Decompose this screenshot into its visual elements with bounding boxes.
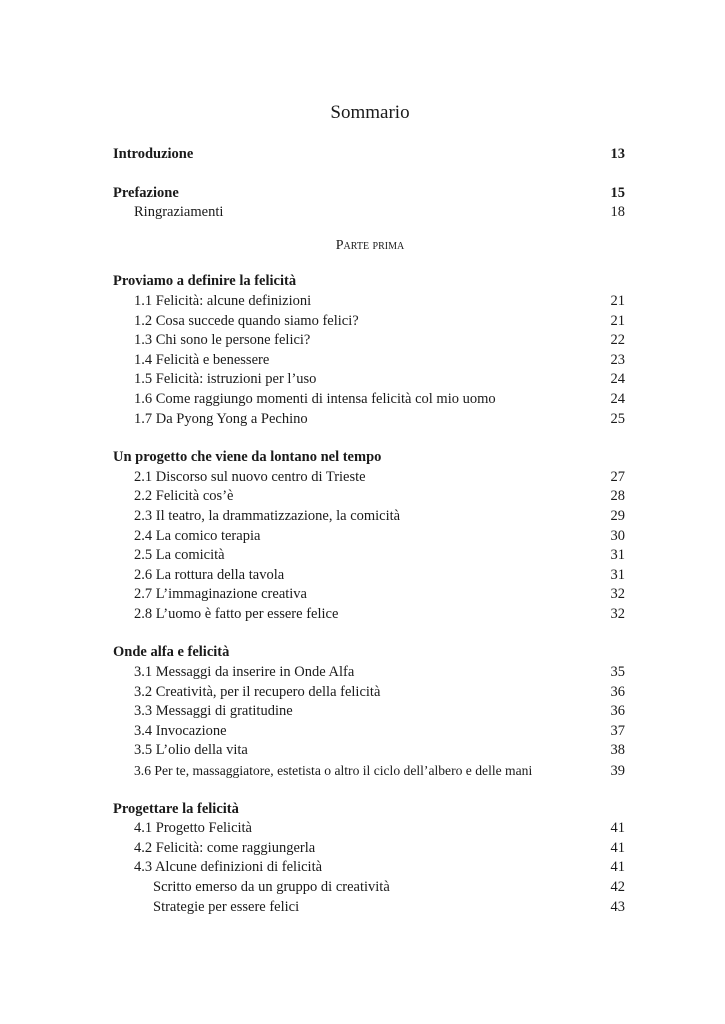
toc-entry-page: 29 — [610, 507, 625, 524]
toc-entry[interactable] — [113, 819, 625, 839]
toc-entry-page: 36 — [610, 703, 625, 720]
toc-entry[interactable] — [113, 605, 625, 625]
toc-entry[interactable] — [113, 351, 625, 371]
toc-entry-prefazione[interactable] — [113, 184, 625, 204]
toc-entry[interactable] — [113, 507, 625, 527]
part-heading: Parte prima — [335, 237, 405, 253]
toc-entry-page: 15 — [610, 184, 625, 201]
toc-subentry[interactable] — [113, 898, 625, 918]
toc-entry-label: 1.7 Da Pyong Yong a Pechino — [134, 410, 308, 427]
toc-entry[interactable] — [113, 468, 625, 488]
toc-entry-label: 3.2 Creatività, per il recupero della felicità — [134, 683, 381, 700]
toc-chapter-label: Un progetto che viene da lontano nel tempo — [113, 449, 382, 466]
toc-entry-page: 24 — [610, 371, 625, 388]
toc-entry[interactable] — [113, 722, 625, 742]
toc-entry[interactable] — [113, 487, 625, 507]
toc-entry-label: 2.3 Il teatro, la drammatizzazione, la comicità — [134, 507, 401, 524]
toc-chapter-2[interactable] — [113, 448, 625, 468]
toc-entry-page: 24 — [610, 390, 625, 407]
toc-chapter-4[interactable] — [113, 800, 625, 820]
toc-entry[interactable] — [113, 292, 625, 312]
toc-entry-label: 4.1 Progetto Felicità — [134, 820, 252, 837]
toc-entry-label: 3.3 Messaggi di gratitudine — [134, 703, 293, 720]
toc-entry[interactable] — [113, 585, 625, 605]
toc-entry-label: 4.2 Felicità: come raggiungerla — [134, 839, 316, 856]
toc-entry-label: 2.5 La comicità — [134, 547, 225, 564]
toc-entry[interactable] — [113, 663, 625, 683]
toc-entry-label: 2.1 Discorso sul nuovo centro di Trieste — [134, 468, 366, 485]
toc-entry-label: 1.5 Felicità: istruzioni per l’uso — [134, 371, 317, 388]
toc-entry-label: 3.1 Messaggi da inserire in Onde Alfa — [134, 664, 355, 681]
toc-entry-label: 2.2 Felicità cos’è — [134, 488, 234, 505]
toc-entry-page: 36 — [610, 683, 625, 700]
toc-entry-label: 2.8 L’uomo è fatto per essere felice — [134, 605, 339, 622]
toc-entry[interactable] — [113, 683, 625, 703]
toc-entry[interactable] — [113, 761, 625, 781]
toc-entry-page: 28 — [610, 488, 625, 505]
toc-chapter-label: Onde alfa e felicità — [113, 644, 230, 661]
toc-entry-label: 3.6 Per te, massaggiatore, estetista o altro il ciclo dell’albero e delle mani — [134, 763, 533, 779]
toc-entry-page: 41 — [610, 859, 625, 876]
toc-entry-page: 31 — [610, 566, 625, 583]
toc-entry-page: 27 — [610, 468, 625, 485]
toc-entry-page: 41 — [610, 839, 625, 856]
toc-chapter-label: Proviamo a definire la felicità — [113, 273, 297, 290]
toc-entry-page: 31 — [610, 547, 625, 564]
toc-entry[interactable] — [113, 858, 625, 878]
toc-entry[interactable] — [113, 702, 625, 722]
toc-entry-label: 2.4 La comico terapia — [134, 527, 261, 544]
toc-entry-label: 2.6 La rottura della tavola — [134, 566, 285, 583]
toc-entry-label: 1.1 Felicità: alcune definizioni — [134, 292, 312, 309]
toc-entry[interactable] — [113, 527, 625, 547]
toc-entry-label: 4.3 Alcune definizioni di felicità — [134, 859, 323, 876]
toc-entry-label: Ringraziamenti — [134, 204, 224, 221]
toc-entry-page: 21 — [610, 292, 625, 309]
toc-entry-page: 41 — [610, 820, 625, 837]
toc-entry-ringraziamenti[interactable] — [113, 203, 625, 223]
toc-entry-label: Prefazione — [113, 184, 179, 201]
toc-entry-label: 3.5 L’olio della vita — [134, 742, 248, 759]
toc-entry-page: 39 — [610, 763, 625, 780]
toc-entry-label: Strategie per essere felici — [153, 898, 300, 915]
toc-entry-page: 43 — [610, 898, 625, 915]
toc-entry-page: 35 — [610, 664, 625, 681]
toc-entry-page: 30 — [610, 527, 625, 544]
table-of-contents — [113, 102, 625, 917]
toc-entry-introduzione[interactable] — [113, 145, 625, 165]
toc-entry-page: 18 — [610, 204, 625, 221]
toc-entry-label: 2.7 L’immaginazione creativa — [134, 586, 307, 603]
toc-entry-label: 1.6 Come raggiungo momenti di intensa felicità col mio uomo — [134, 390, 496, 407]
toc-entry[interactable] — [113, 312, 625, 332]
toc-entry[interactable] — [113, 546, 625, 566]
toc-entry-page: 13 — [610, 146, 625, 162]
toc-entry-page: 23 — [610, 351, 625, 368]
toc-entry-page: 25 — [610, 410, 625, 427]
toc-entry[interactable] — [113, 741, 625, 761]
toc-entry-page: 21 — [610, 312, 625, 329]
page-title: Sommario — [330, 102, 410, 123]
toc-chapter-label: Progettare la felicità — [113, 800, 239, 817]
toc-entry-page: 38 — [610, 742, 625, 759]
toc-entry-label: 3.4 Invocazione — [134, 722, 227, 739]
toc-entry-label: 1.3 Chi sono le persone felici? — [134, 332, 311, 349]
toc-entry[interactable] — [113, 390, 625, 410]
toc-entry[interactable] — [113, 566, 625, 586]
toc-subentry[interactable] — [113, 878, 625, 898]
toc-chapter-1[interactable] — [113, 272, 625, 292]
toc-entry-page: 32 — [610, 586, 625, 603]
toc-entry[interactable] — [113, 370, 625, 390]
toc-entry-label: Introduzione — [113, 146, 194, 162]
toc-entry-page: 42 — [610, 879, 625, 895]
toc-entry-label: Scritto emerso da un gruppo di creatività — [153, 879, 390, 895]
toc-entry[interactable] — [113, 331, 625, 351]
toc-entry[interactable] — [113, 410, 625, 430]
toc-entry-page: 37 — [610, 722, 625, 739]
toc-entry-page: 32 — [610, 605, 625, 622]
toc-chapter-3[interactable] — [113, 643, 625, 663]
toc-entry-page: 22 — [610, 332, 625, 349]
toc-entry[interactable] — [113, 839, 625, 859]
toc-entry-label: 1.4 Felicità e benessere — [134, 351, 270, 368]
toc-entry-label: 1.2 Cosa succede quando siamo felici? — [134, 312, 359, 329]
